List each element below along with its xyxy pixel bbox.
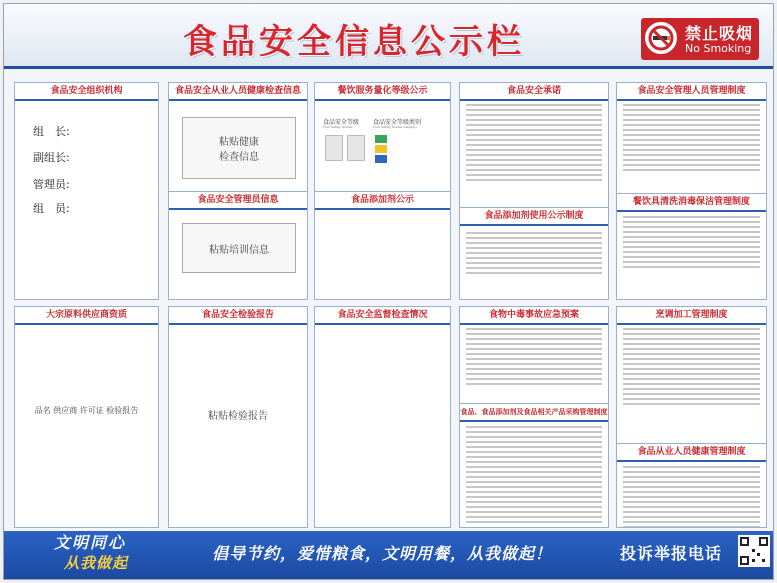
panel-title: 食品添加剂公示: [315, 191, 450, 210]
panel-title: 食品安全管理员信息: [169, 191, 307, 210]
inspection-placeholder: 粘贴检验报告: [208, 411, 268, 422]
panel-organization: [14, 82, 159, 300]
grade-card-b: [347, 135, 365, 161]
panel-title: 烹调加工管理制度: [617, 307, 766, 325]
footer-slogan-left-2: 从我做起: [64, 554, 129, 572]
panel-title: 食品安全从业人员健康检查信息: [169, 83, 307, 101]
poisoning-text: [460, 328, 608, 385]
grade-sub-b: Food Safety Grades Category: [373, 125, 418, 129]
purchase-text: [460, 423, 608, 526]
panel-supplier: [14, 306, 159, 528]
org-row-manager: 管理员:: [33, 178, 70, 191]
grade-card-a: [325, 135, 343, 161]
grade-color-a: [375, 135, 387, 143]
panel-title: 食品安全组织机构: [15, 83, 158, 101]
footer-slogan: 倡导节约，爱惜粮食，文明用餐，从我做起！: [212, 544, 553, 563]
cleaning-rule-text: [617, 213, 766, 271]
qr-code-icon: [738, 535, 770, 567]
panel-processing-staff: [616, 306, 767, 528]
panel-title: 食品安全承诺: [460, 83, 608, 101]
panel-title: 食品安全管理人员管理制度: [617, 83, 766, 101]
panel-title: 餐饮服务量化等级公示: [315, 83, 450, 101]
org-row-leader: 组 长:: [33, 125, 70, 138]
no-smoking-english-label: No Smoking: [685, 42, 752, 55]
grade-color-c: [375, 155, 387, 163]
panel-health-manager: [168, 82, 308, 300]
no-smoking-label: 禁止吸烟: [685, 24, 754, 43]
additive-rule-text: [460, 229, 608, 277]
panel-title: 食品从业人员健康管理制度: [617, 443, 766, 462]
processing-text: [617, 328, 766, 405]
page-title: 食品安全信息公示栏: [183, 22, 525, 62]
org-row-deputy: 副组长:: [33, 151, 70, 164]
panel-inspection: [168, 306, 308, 528]
grade-sub-a: Food Safety Grades: [323, 125, 353, 129]
panel-title: 食物中毒事故应急预案: [460, 307, 608, 325]
panel-title: 食品、食品添加剂及食品相关产品采购管理制度: [460, 403, 608, 422]
panel-title: 食品安全监督检查情况: [315, 307, 450, 325]
manager-rule-text: [617, 104, 766, 171]
panel-manager-rule: [616, 82, 767, 300]
staff-health-text: [617, 463, 766, 528]
panel-title: 食品添加剂使用公示制度: [460, 207, 608, 226]
supplier-placeholder: 品名 供应商 许可证 检验报告: [34, 406, 139, 415]
grade-label-a: 食品安全等级: [323, 119, 360, 126]
org-row-members: 组 员:: [33, 202, 70, 215]
panel-grade-additive: [314, 82, 451, 300]
training-paste-area: 粘贴培训信息: [182, 223, 296, 273]
panel-title: 餐饮具清洗消毒保洁管理制度: [617, 193, 766, 212]
health-paste-area: 粘贴健康 检查信息: [182, 117, 296, 179]
panel-title: 食品安全检验报告: [169, 307, 307, 325]
no-smoking-sign: [641, 18, 759, 60]
footer-slogan-left-1: 文明同心: [54, 533, 127, 552]
panel-title: 大宗原料供应商资质: [15, 307, 158, 325]
no-smoking-icon: [645, 22, 677, 54]
panel-poisoning-purchase: [459, 306, 609, 528]
panel-commitment: [459, 82, 609, 300]
header: [4, 4, 773, 69]
notice-board: [3, 3, 774, 580]
grade-color-b: [375, 145, 387, 153]
commitment-text: [460, 104, 608, 181]
panel-supervision: [314, 306, 451, 528]
grade-label-b: 食品安全等级类别: [373, 119, 422, 126]
report-hotline-label: 投诉举报电话: [620, 544, 723, 563]
